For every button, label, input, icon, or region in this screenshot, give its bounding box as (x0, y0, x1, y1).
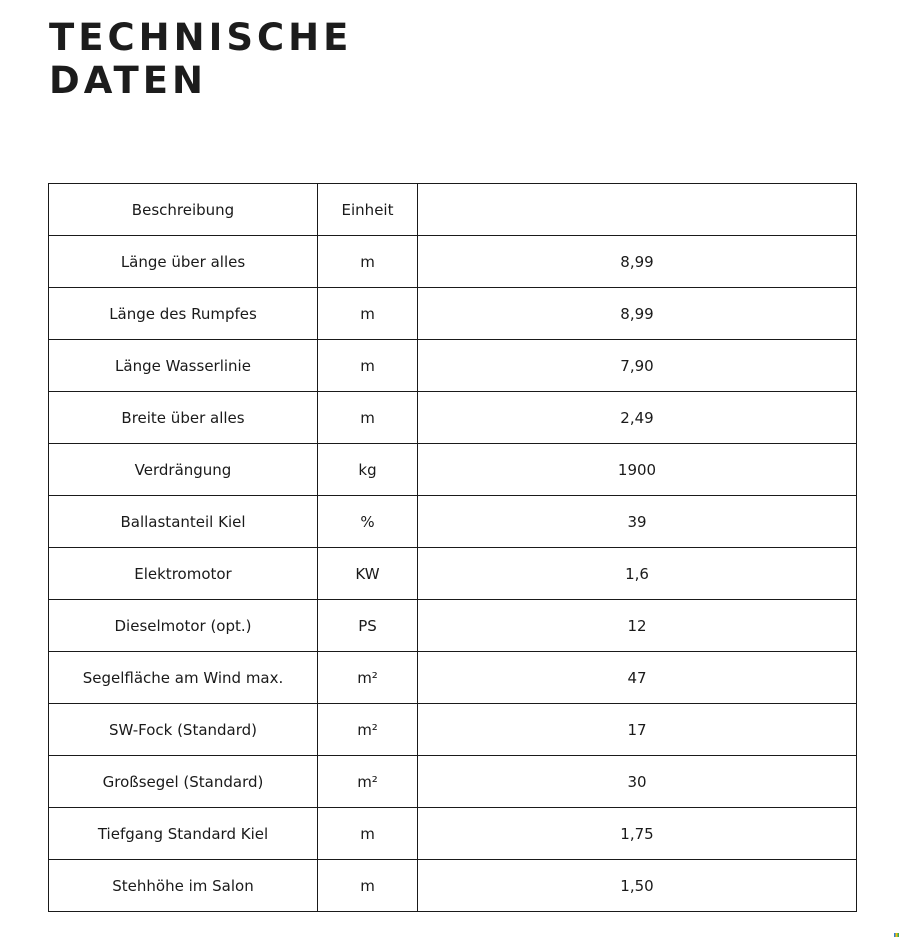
table-row (49, 340, 857, 392)
row-unit: m (318, 808, 418, 860)
table-row (49, 288, 857, 340)
row-value: 47 (418, 652, 857, 704)
row-value: 17 (418, 704, 857, 756)
row-value: 1,75 (418, 808, 857, 860)
row-unit: m² (318, 756, 418, 808)
corner-marker (894, 933, 899, 937)
row-description: Elektromotor (49, 548, 318, 600)
row-description: Ballastanteil Kiel (49, 496, 318, 548)
table-row (49, 704, 857, 756)
row-unit: m (318, 392, 418, 444)
row-description: SW-Fock (Standard) (49, 704, 318, 756)
row-unit: KW (318, 548, 418, 600)
page-title-line-1: TECHNISCHE (49, 16, 353, 59)
header-unit: Einheit (318, 184, 418, 236)
row-description: Verdrängung (49, 444, 318, 496)
row-unit: PS (318, 600, 418, 652)
row-description: Länge über alles (49, 236, 318, 288)
table-row (49, 600, 857, 652)
row-description: Länge des Rumpfes (49, 288, 318, 340)
table-row (49, 444, 857, 496)
table-row (49, 756, 857, 808)
row-value: 2,49 (418, 392, 857, 444)
header-value (418, 184, 857, 236)
row-value: 12 (418, 600, 857, 652)
row-value: 8,99 (418, 288, 857, 340)
table-row (49, 860, 857, 912)
row-value: 8,99 (418, 236, 857, 288)
row-value: 7,90 (418, 340, 857, 392)
row-unit: kg (318, 444, 418, 496)
row-description: Tiefgang Standard Kiel (49, 808, 318, 860)
row-description: Dieselmotor (opt.) (49, 600, 318, 652)
row-unit: m² (318, 652, 418, 704)
row-value: 1,50 (418, 860, 857, 912)
row-description: Segelfläche am Wind max. (49, 652, 318, 704)
table-row (49, 236, 857, 288)
table-row (49, 496, 857, 548)
row-unit: m (318, 288, 418, 340)
row-value: 1900 (418, 444, 857, 496)
row-value: 39 (418, 496, 857, 548)
row-unit: m (318, 340, 418, 392)
row-unit: m (318, 860, 418, 912)
header-description: Beschreibung (49, 184, 318, 236)
row-value: 30 (418, 756, 857, 808)
table-header-row (49, 184, 857, 236)
technical-data-table (48, 183, 857, 912)
row-unit: % (318, 496, 418, 548)
row-description: Breite über alles (49, 392, 318, 444)
page-title (49, 16, 352, 102)
table-row (49, 548, 857, 600)
row-description: Länge Wasserlinie (49, 340, 318, 392)
row-unit: m (318, 236, 418, 288)
table-row (49, 392, 857, 444)
table-row (49, 808, 857, 860)
row-value: 1,6 (418, 548, 857, 600)
row-unit: m² (318, 704, 418, 756)
page-title-line-2: DATEN (49, 59, 207, 102)
table-row (49, 652, 857, 704)
row-description: Stehhöhe im Salon (49, 860, 318, 912)
row-description: Großsegel (Standard) (49, 756, 318, 808)
